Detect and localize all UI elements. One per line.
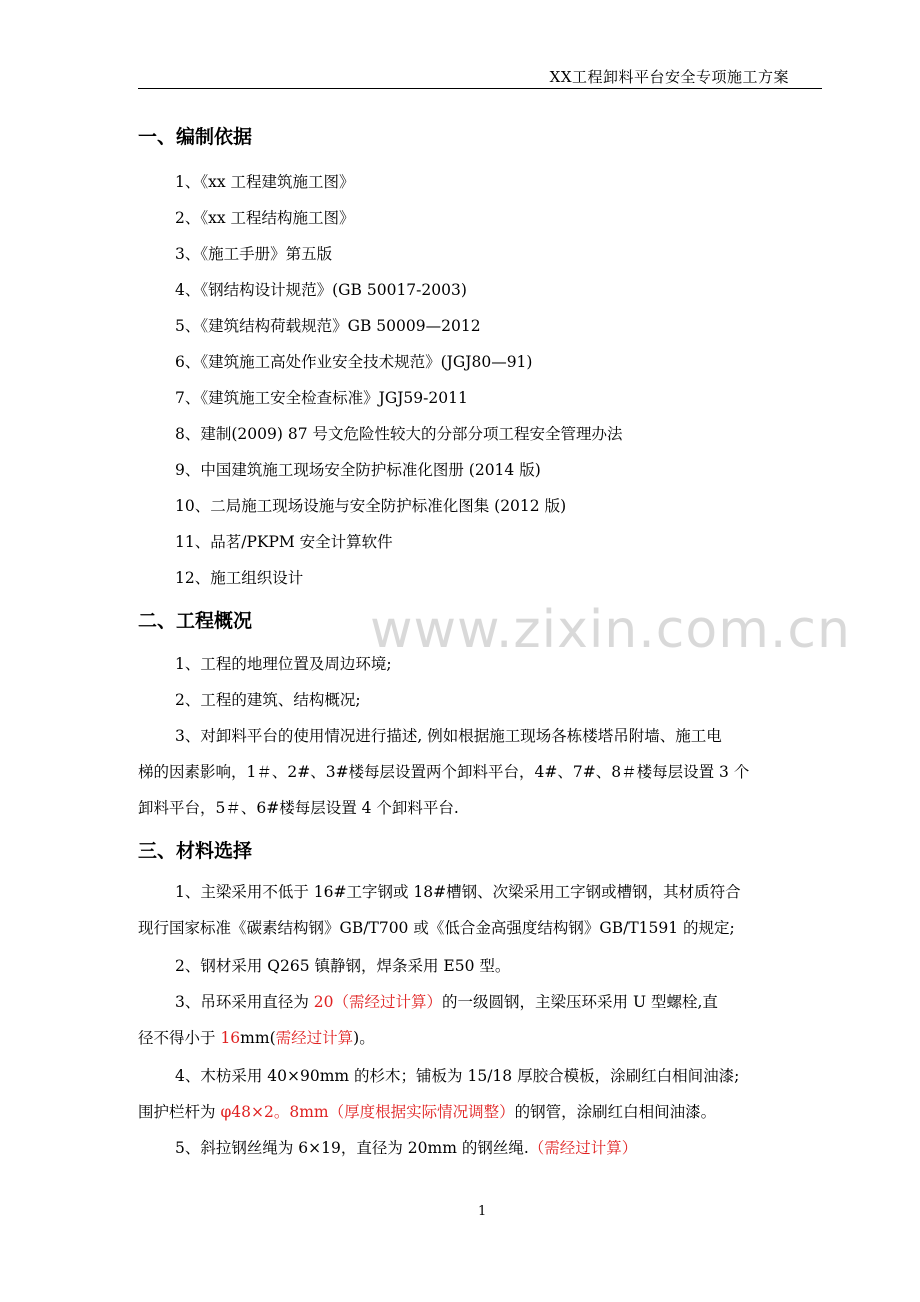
highlight-note: （需经过计算） <box>528 1139 638 1157</box>
text-segment: 的一级圆钢，主梁压环采用 U 型螺栓,直 <box>442 993 718 1011</box>
materials-paragraph-line: 现行国家标准《碳素结构钢》GB/T700 或《低合金高强度结构钢》GB/T1591 的规定; <box>138 919 735 937</box>
materials-paragraph-line <box>175 1136 637 1158</box>
watermark: www.zixin.com.cn <box>370 600 851 660</box>
materials-paragraph-line <box>138 1100 716 1122</box>
basis-item: 4、《钢结构设计规范》(GB 50017-2003) <box>175 281 467 299</box>
basis-item: 1、《xx 工程建筑施工图》 <box>175 173 355 191</box>
page-number: 1 <box>478 1204 487 1219</box>
materials-item: 2、钢材采用 Q265 镇静钢，焊条采用 E50 型。 <box>175 957 511 975</box>
highlight-note: 需经过计算 <box>275 1029 354 1047</box>
basis-item: 10、二局施工现场设施与安全防护标准化图集 (2012 版) <box>175 497 567 515</box>
highlight-note: 20（需经过计算） <box>313 993 443 1011</box>
text-segment: )。 <box>353 1029 375 1047</box>
overview-paragraph-line: 3、对卸料平台的使用情况进行描述, 例如根据施工现场各栋楼塔吊附墙、施工电 <box>175 727 722 745</box>
text-segment: mm( <box>240 1029 276 1047</box>
basis-item: 3、《施工手册》第五版 <box>175 245 333 263</box>
overview-item: 2、工程的建筑、结构概况; <box>175 691 361 709</box>
overview-paragraph-line: 卸料平台，5＃、6#楼每层设置 4 个卸料平台. <box>138 799 459 817</box>
overview-paragraph-line: 梯的因素影响，1＃、2#、3#楼每层设置两个卸料平台，4#、7#、8＃楼每层设置 3 个 <box>138 763 750 781</box>
materials-paragraph-line <box>175 990 718 1012</box>
basis-item: 8、建制(2009) 87 号文危险性较大的分部分项工程安全管理办法 <box>175 425 623 443</box>
section-heading-basis: 一、编制依据 <box>138 126 253 148</box>
basis-item: 2、《xx 工程结构施工图》 <box>175 209 355 227</box>
highlight-note: φ48×2。8mm（厚度根据实际情况调整） <box>220 1103 515 1121</box>
highlight-note: 16 <box>220 1029 241 1047</box>
text-segment: 5、斜拉钢丝绳为 6×19，直径为 20mm 的钢丝绳. <box>175 1139 529 1157</box>
text-segment: 3、吊环采用直径为 <box>175 993 314 1011</box>
section-heading-materials: 三、材料选择 <box>138 840 253 862</box>
materials-paragraph-line: 1、主梁采用不低于 16#工字钢或 18#槽钢、次梁采用工字钢或槽钢，其材质符合 <box>175 883 741 901</box>
basis-item: 11、品茗/PKPM 安全计算软件 <box>175 533 393 551</box>
text-segment: 围护栏杆为 <box>138 1103 221 1121</box>
materials-paragraph-line: 4、木枋采用 40×90mm 的杉木；铺板为 15/18 厚胶合模板，涂刷红白相间油漆; <box>175 1067 740 1085</box>
basis-item: 6、《建筑施工高处作业安全技术规范》(JGJ80—91) <box>175 353 533 371</box>
section-heading-overview: 二、工程概况 <box>138 610 253 632</box>
basis-item: 5、《建筑结构荷载规范》GB 50009—2012 <box>175 317 481 335</box>
basis-item: 12、施工组织设计 <box>175 569 304 587</box>
header-rule <box>138 88 822 89</box>
basis-item: 9、中国建筑施工现场安全防护标准化图册 (2014 版) <box>175 461 541 479</box>
overview-item: 1、工程的地理位置及周边环境; <box>175 655 392 673</box>
text-segment: 径不得小于 <box>138 1029 221 1047</box>
materials-paragraph-line <box>138 1026 375 1048</box>
basis-item: 7、《建筑施工安全检查标准》JGJ59-2011 <box>175 389 468 407</box>
text-segment: 的钢管，涂刷红白相间油漆。 <box>514 1103 717 1121</box>
header-title: XX工程卸料平台安全专项施工方案 <box>549 68 789 86</box>
